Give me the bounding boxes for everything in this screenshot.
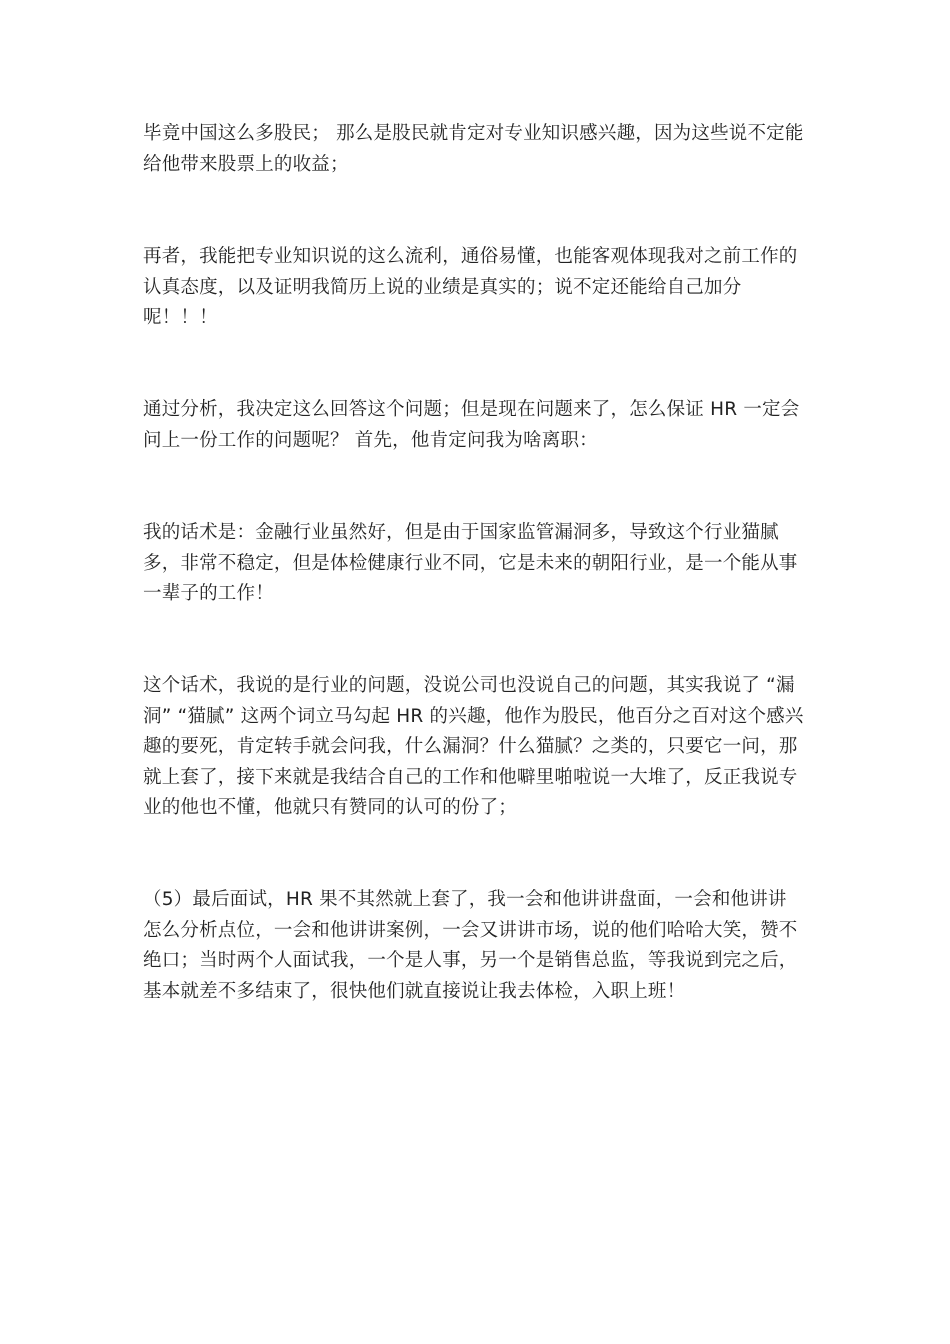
paragraph-6: （5）最后面试，HR 果不其然就上套了，我一会和他讲讲盘面，一会和他讲讲怎么分析点位，一会和他讲讲案例，一会又讲讲市场，说的他们哈哈大笑，赞不绝口；当时两个人面试我，一个是人事，另一个是销售总监，等我说到完之后，基本就差不多结束了，很快他们就直接说让我去体检，入职上班！ <box>143 889 798 1002</box>
paragraph-1: 毕竟中国这么多股民； 那么是股民就肯定对专业知识感兴趣，因为这些说不定能给他带来股票上的收益； <box>143 123 804 175</box>
paragraph-3: 通过分析，我决定这么回答这个问题；但是现在问题来了，怎么保证 HR 一定会问上一份工作的问题呢？ 首先，他肯定问我为啥离职： <box>143 399 800 451</box>
paragraph-4: 我的话术是：金融行业虽然好，但是由于国家监管漏洞多，导致这个行业猫腻多，非常不稳定，但是体检健康行业不同，它是未来的朝阳行业，是一个能从事一辈子的工作！ <box>143 522 798 604</box>
paragraph-5: 这个话术，我说的是行业的问题，没说公司也没说自己的问题，其实我说了 “漏洞” “猫腻” 这两个词立马勾起 HR 的兴趣，他作为股民，他百分之百对这个感兴趣的要死，肯定转手就会问我，什么漏洞？什么猫腻？之类的，只要它一问，那就上套了，接下来就是我结合自己的工作和他噼里啪啦说一大堆了，反正我说专业的他也不懂，他就只有赞同的认可的份了； <box>143 675 804 818</box>
paragraph-2: 再者，我能把专业知识说的这么流利，通俗易懂，也能客观体现我对之前工作的认真态度，以及证明我简历上说的业绩是真实的；说不定还能给自己加分呢！！！ <box>143 246 798 328</box>
